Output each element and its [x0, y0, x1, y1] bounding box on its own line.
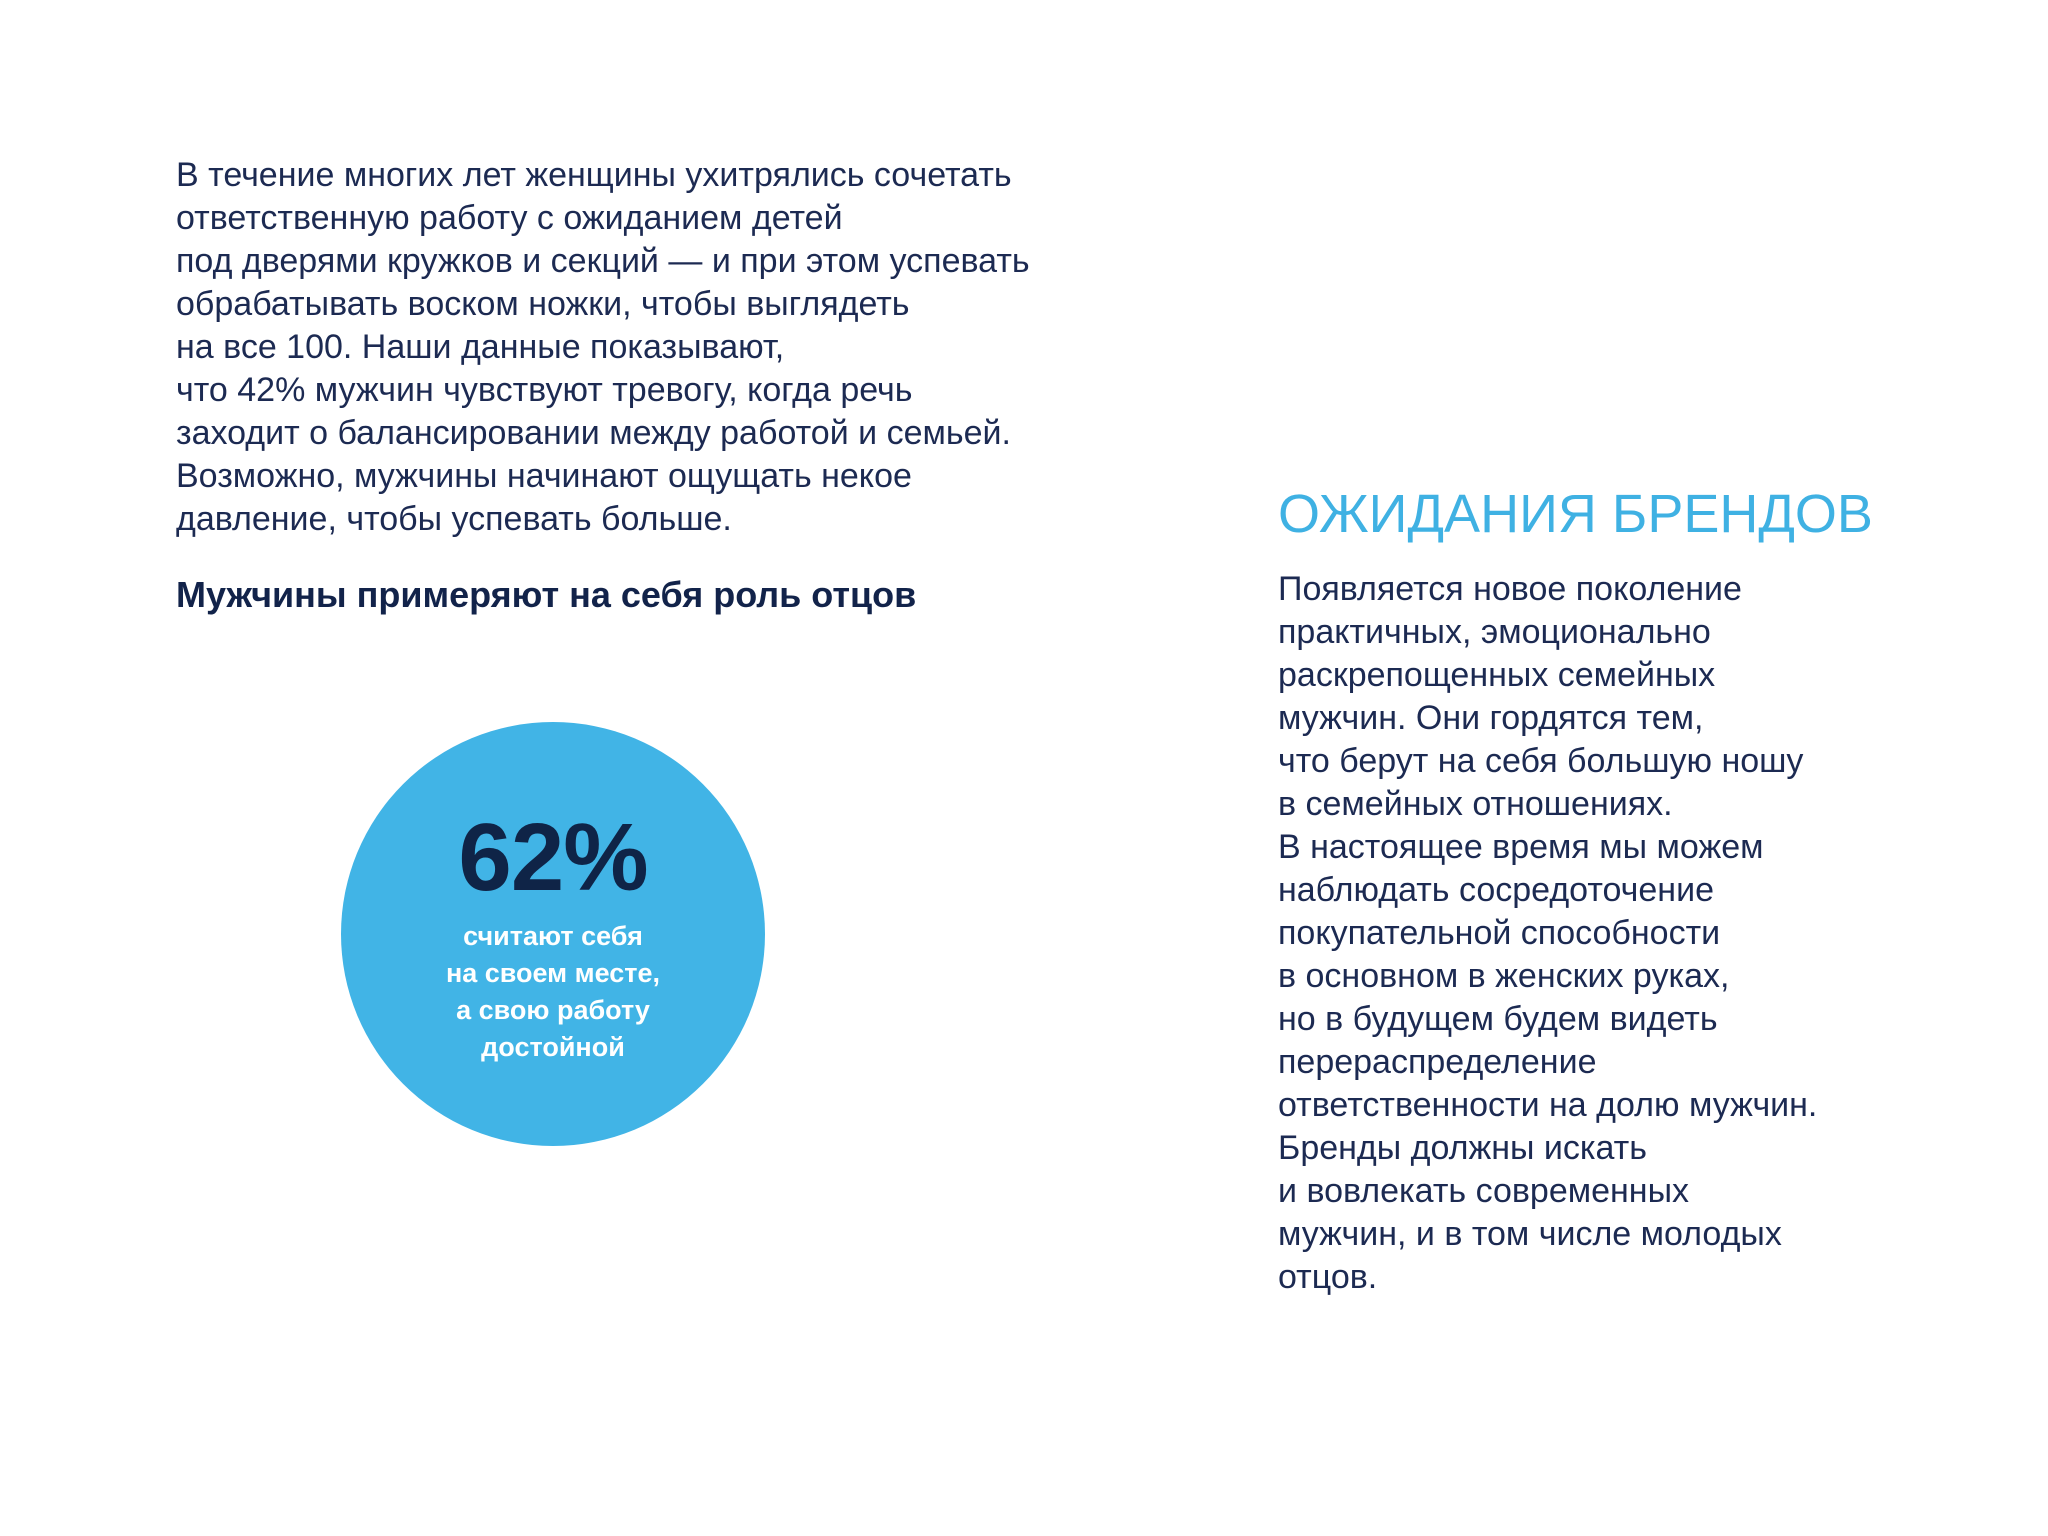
brands-line: в семейных отношениях. [1278, 785, 1673, 823]
brands-line: В настоящее время мы можем [1278, 828, 1764, 866]
fathers-heading: Мужчины примеряют на себя роль отцов [176, 574, 917, 615]
brands-line: раскрепощенных семейных [1278, 656, 1716, 694]
stat-caption-line: на своем месте, [445, 958, 661, 988]
brands-line: и вовлекать современных [1278, 1172, 1690, 1210]
brands-line: наблюдать сосредоточение [1278, 871, 1714, 909]
intro-paragraph [176, 154, 1136, 541]
brands-line: мужчин, и в том числе молодых [1278, 1215, 1782, 1253]
brands-line: мужчин. Они гордятся тем, [1278, 699, 1704, 737]
brands-paragraph [1278, 568, 2018, 1299]
intro-line: что 42% мужчин чувствуют тревогу, когда речь [176, 371, 913, 409]
stat-value: 62% [458, 804, 648, 911]
brands-line: Бренды должны искать [1278, 1129, 1647, 1167]
intro-line: на все 100. Наши данные показывают, [176, 328, 785, 366]
stat-caption-line: считают себя [463, 921, 643, 951]
brands-line: ответственности на долю мужчин. [1278, 1086, 1818, 1124]
intro-line: ответственную работу с ожиданием детей [176, 199, 843, 237]
brands-line: покупательной способности [1278, 914, 1721, 952]
brands-heading: ОЖИДАНИЯ БРЕНДОВ [1278, 484, 1873, 544]
intro-line: обрабатывать воском ножки, чтобы выглядеть [176, 285, 910, 323]
intro-line: Возможно, мужчины начинают ощущать некое [176, 457, 912, 495]
brands-line: Появляется новое поколение [1278, 570, 1742, 608]
stat-caption-line: а свою работу [456, 995, 650, 1025]
brands-line: практичных, эмоционально [1278, 613, 1711, 651]
brands-line: отцов. [1278, 1258, 1378, 1296]
stat-caption-line: достойной [481, 1032, 625, 1062]
intro-line: В течение многих лет женщины ухитрялись сочетать [176, 156, 1012, 194]
brands-line: перераспределение [1278, 1043, 1597, 1081]
intro-line: давление, чтобы успевать больше. [176, 500, 732, 538]
intro-line: заходит о балансировании между работой и семьей. [176, 414, 1011, 452]
brands-line: что берут на себя большую ношу [1278, 742, 1804, 780]
intro-line: под дверями кружков и секций — и при этом успевать [176, 242, 1030, 280]
brands-line: но в будущем будем видеть [1278, 1000, 1718, 1038]
brands-line: в основном в женских руках, [1278, 957, 1730, 995]
stat-caption [341, 918, 765, 1066]
stat-circle [341, 722, 765, 1146]
